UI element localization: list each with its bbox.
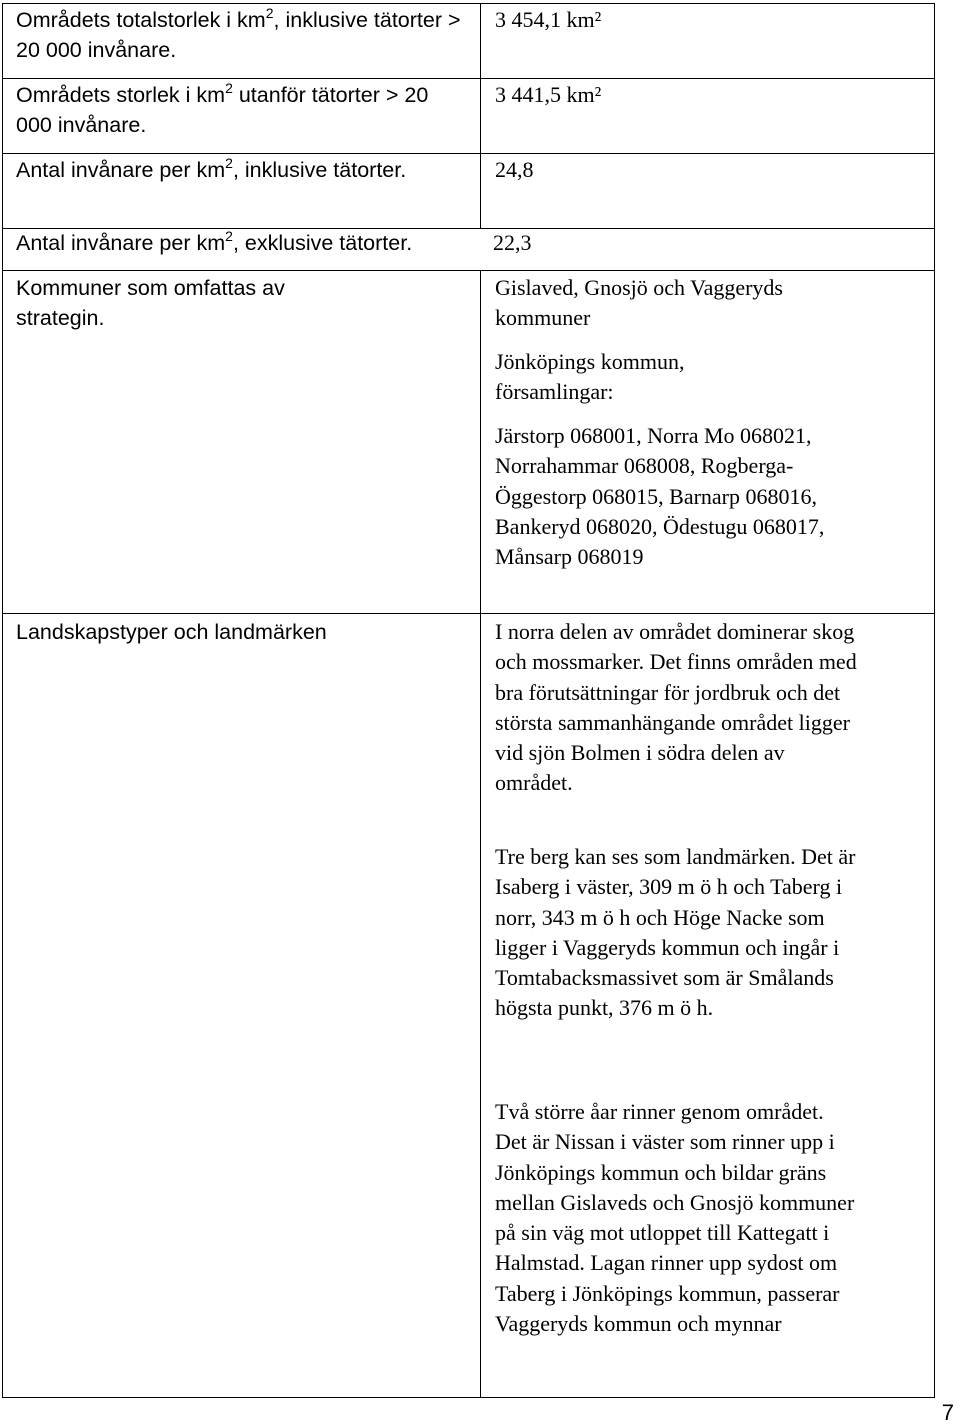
row-value-density-incl: 24,8 xyxy=(495,157,534,182)
row-label-density-incl: Antal invånare per $km^2$, inklusive tätorter. xyxy=(16,155,407,182)
kommuner-text-3: Järstorp 068001, Norra Mo 068021, Norrahammar 068008, Rogberga-Öggestorp 068015, Barnarp 068016, Bankeryd 068020, Ödestugu 068017, Månsarp 068019 xyxy=(495,423,825,570)
landskap-text-1: I norra delen av området dominerar skog och mossmarker. Det finns områden med bra förutsättningar för jordbruk och det största sammanhängande området ligger vid sjön Bolmen i södra delen av området. xyxy=(495,619,857,796)
landskap-label: Landskapstyper och landmärken xyxy=(16,620,327,644)
row-value-total-area: 3 454,1 km² xyxy=(495,7,602,32)
row-label-area-outside: Områdets storlek i $km^2$ utanför tätorter > 20 000 invånare. xyxy=(16,80,429,137)
kommuner-text-1: Gislaved, Gnosjö och Vaggeryds kommuner xyxy=(495,275,783,331)
row-value-area-outside: 3 441,5 km² xyxy=(495,82,602,107)
page-number: 7 xyxy=(941,1400,954,1425)
row-label-density-excl: Antal invånare per $km^2$, exklusive tätorter. xyxy=(16,228,413,255)
kommuner-label: Kommuner som omfattas av strategin. xyxy=(16,276,285,330)
kommuner-text-2: Jönköpings kommun, församlingar: xyxy=(495,349,685,405)
row-label-total-area: Områdets totalstorlek i $km^2$, inklusive tätorter > 20 000 invånare. xyxy=(16,5,461,62)
row-value-density-excl: 22,3 xyxy=(493,230,532,255)
landskap-text-3: Två större åar rinner genom området. Det är Nissan i väster som rinner upp i Jönköpings kommun och bildar gräns mellan Gislaveds och Gnosjö kommuner på sin väg mot utloppet till Kattegatt i Halmstad. Lagan rinner upp sydost om Taberg i Jönköpings kommun, passerar Vaggeryds kommun och mynnar xyxy=(495,1099,855,1337)
landskap-text-2: Tre berg kan ses som landmärken. Det är Isaberg i väster, 309 m ö h och Taberg i norr, 343 m ö h och Höge Nacke som ligger i Vaggeryds kommun och ingår i Tomtabacksmassivet som är Smålands högsta punkt, 376 m ö h. xyxy=(495,844,856,1021)
